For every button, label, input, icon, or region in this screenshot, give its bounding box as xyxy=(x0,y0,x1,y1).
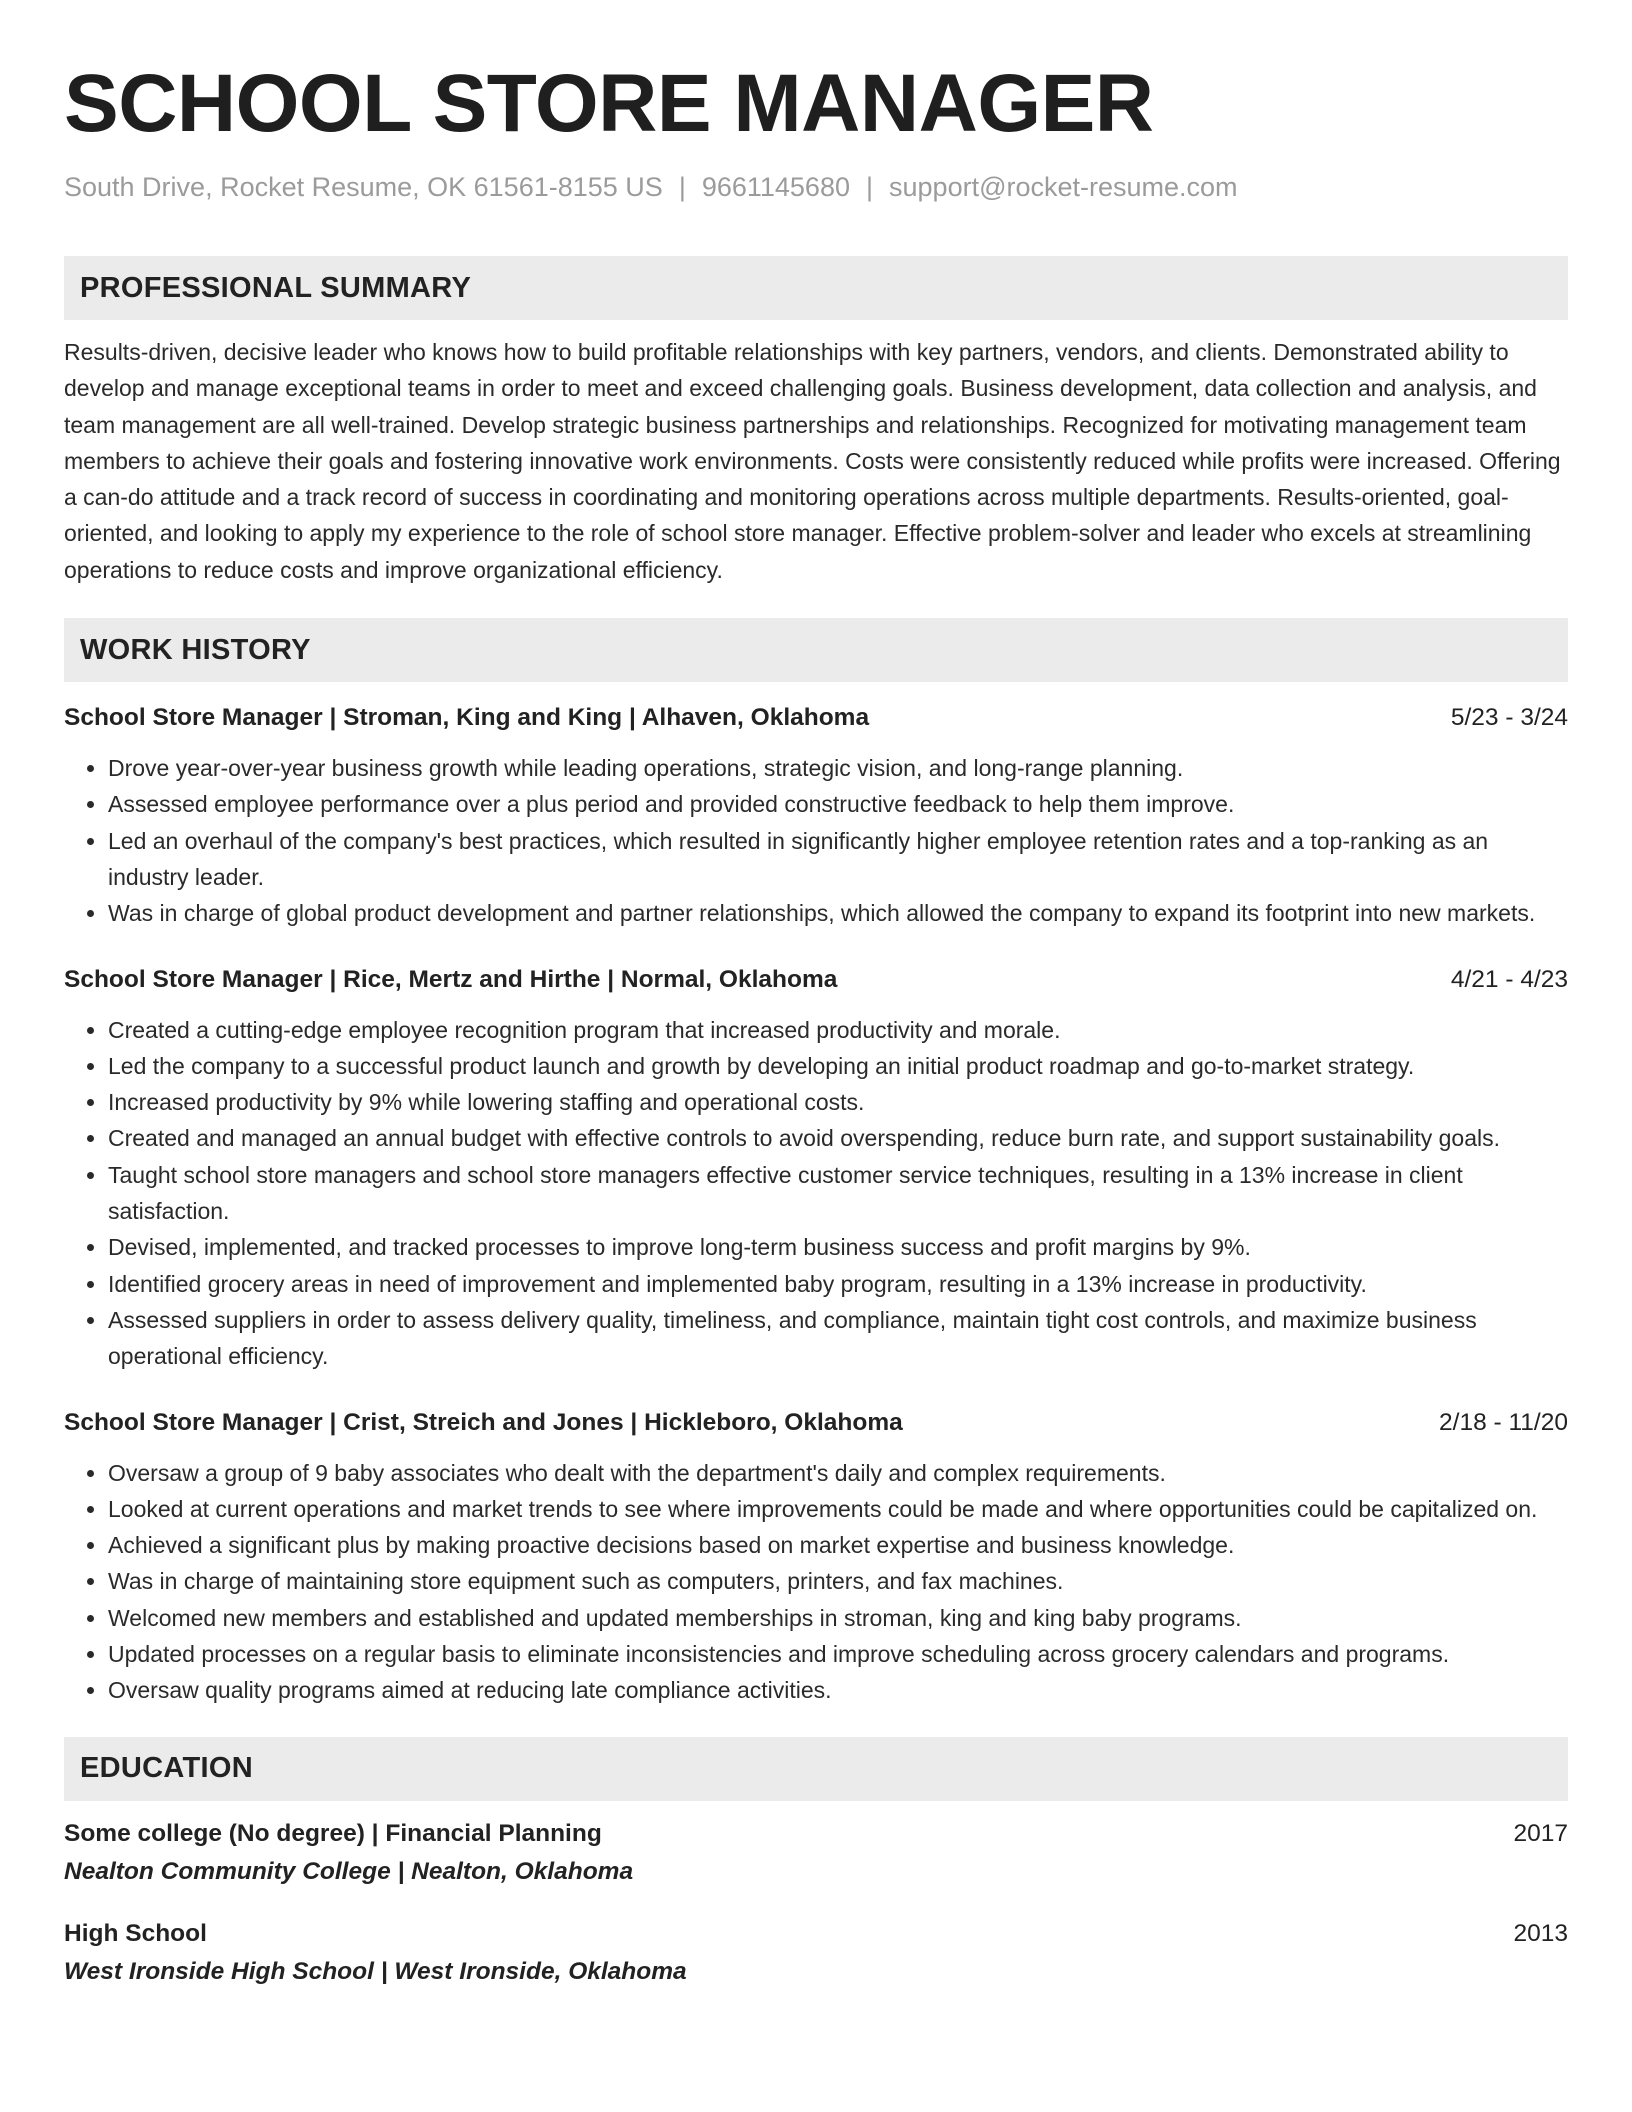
job-header xyxy=(64,1405,1568,1441)
job-bullet-list xyxy=(64,1455,1568,1709)
job-title: School Store Manager | Rice, Mertz and Hirthe | Normal, Oklahoma xyxy=(64,965,838,993)
job-bullet: • Drove year-over-year business growth while leading operations, strategic vision, and long-range planning. xyxy=(108,750,1568,786)
education-degree: Some college (No degree) | Financial Planning xyxy=(64,1819,602,1847)
education-entry xyxy=(64,1915,1568,1991)
job-bullet: • Led an overhaul of the company's best practices, which resulted in significantly higher employee retention rates and a top-ranking as an industry leader. xyxy=(108,823,1568,896)
job-entry xyxy=(64,700,1568,931)
education-header xyxy=(64,1915,1568,1953)
job-bullet: • Taught school store managers and school store managers effective customer service techniques, resulting in a 13% increase in client satisfaction. xyxy=(108,1157,1568,1230)
education-school: Nealton Community College | Nealton, Oklahoma xyxy=(64,1857,634,1885)
job-bullet: • Led the company to a successful product launch and growth by developing an initial product roadmap and go-to-market strategy. xyxy=(108,1048,1568,1084)
job-bullet: • Achieved a significant plus by making proactive decisions based on market expertise and business knowledge. xyxy=(108,1527,1568,1563)
contact-phone: 9661145680 xyxy=(701,172,850,202)
section-heading-summary: PROFESSIONAL SUMMARY xyxy=(64,256,1568,320)
job-bullet: • Created a cutting-edge employee recognition program that increased productivity and morale. xyxy=(108,1012,1568,1048)
job-bullet: • Welcomed new members and established and updated memberships in stroman, king and king baby programs. xyxy=(108,1600,1568,1636)
education-school: West Ironside High School | West Ironside, Oklahoma xyxy=(64,1957,687,1985)
job-bullet-list xyxy=(64,750,1568,931)
job-bullet: • Identified grocery areas in need of improvement and implemented baby program, resulting in a 13% increase in productivity. xyxy=(108,1266,1568,1302)
job-dates: 5/23 - 3/24 xyxy=(1450,704,1568,732)
job-bullet: • Assessed suppliers in order to assess delivery quality, timeliness, and compliance, maintain tight cost controls, and maximize business operational efficiency. xyxy=(108,1302,1568,1375)
job-dates: 4/21 - 4/23 xyxy=(1450,965,1568,993)
job-header xyxy=(64,962,1568,998)
job-entry xyxy=(64,1405,1568,1709)
education-degree: High School xyxy=(64,1919,207,1947)
job-bullet: • Looked at current operations and market trends to see where improvements could be made and where opportunities could be capitalized on. xyxy=(108,1491,1568,1527)
education-header xyxy=(64,1815,1568,1853)
contact-email: support@rocket-resume.com xyxy=(889,172,1238,202)
job-bullet: • Updated processes on a regular basis to eliminate inconsistencies and improve scheduling across grocery calendars and programs. xyxy=(108,1636,1568,1672)
job-entry xyxy=(64,962,1568,1375)
job-bullet: • Oversaw quality programs aimed at reducing late compliance activities. xyxy=(108,1672,1568,1708)
job-title: School Store Manager | Stroman, King and King | Alhaven, Oklahoma xyxy=(64,704,870,732)
education-year: 2013 xyxy=(1513,1919,1568,1947)
job-bullet: • Oversaw a group of 9 baby associates who dealt with the department's daily and complex requirements. xyxy=(108,1455,1568,1491)
section-heading-work-history: WORK HISTORY xyxy=(64,618,1568,682)
job-bullet: • Was in charge of global product development and partner relationships, which allowed the company to expand its footprint into new markets. xyxy=(108,895,1568,931)
contact-address: South Drive, Rocket Resume, OK 61561-8155 US xyxy=(64,172,663,202)
contact-separator: | xyxy=(866,172,874,202)
section-heading-education: EDUCATION xyxy=(64,1737,1568,1801)
contact-separator: | xyxy=(678,172,686,202)
resume-name-heading: SCHOOL STORE MANAGER xyxy=(64,58,1154,149)
job-title: School Store Manager | Crist, Streich and Jones | Hickleboro, Oklahoma xyxy=(64,1408,903,1436)
education-year: 2017 xyxy=(1513,1819,1568,1847)
education-entry xyxy=(64,1815,1568,1891)
job-bullet: • Increased productivity by 9% while lowering staffing and operational costs. xyxy=(108,1084,1568,1120)
job-bullet: • Created and managed an annual budget with effective controls to avoid overspending, reduce burn rate, and support sustainability goals. xyxy=(108,1120,1568,1156)
job-bullet: • Was in charge of maintaining store equipment such as computers, printers, and fax machines. xyxy=(108,1563,1568,1599)
job-bullet-list xyxy=(64,1012,1568,1375)
job-bullet: • Assessed employee performance over a plus period and provided constructive feedback to help them improve. xyxy=(108,786,1568,822)
job-header xyxy=(64,700,1568,736)
job-dates: 2/18 - 11/20 xyxy=(1439,1408,1568,1436)
summary-text: Results-driven, decisive leader who knows how to build profitable relationships with key partners, vendors, and clients. Demonstrated ability to develop and manage exceptional teams in order to meet and exceed challenging goals. Business development, data collection and analysis, and team management are all well-trained. Develop strategic business partnerships and relationships. Recognized for motivating management team members to achieve their goals and fostering innovative work environments. Costs were consistently reduced while profits were increased. Offering a can-do attitude and a track record of success in coordinating and monitoring operations across multiple departments. Results-oriented, goal-oriented, and looking to apply my experience to the role of school store manager. Effective problem-solver and leader who excels at streamlining operations to reduce costs and improve organizational efficiency. xyxy=(64,339,1561,583)
contact-line xyxy=(64,170,1568,204)
job-bullet: • Devised, implemented, and tracked processes to improve long-term business success and profit margins by 9%. xyxy=(108,1229,1568,1265)
